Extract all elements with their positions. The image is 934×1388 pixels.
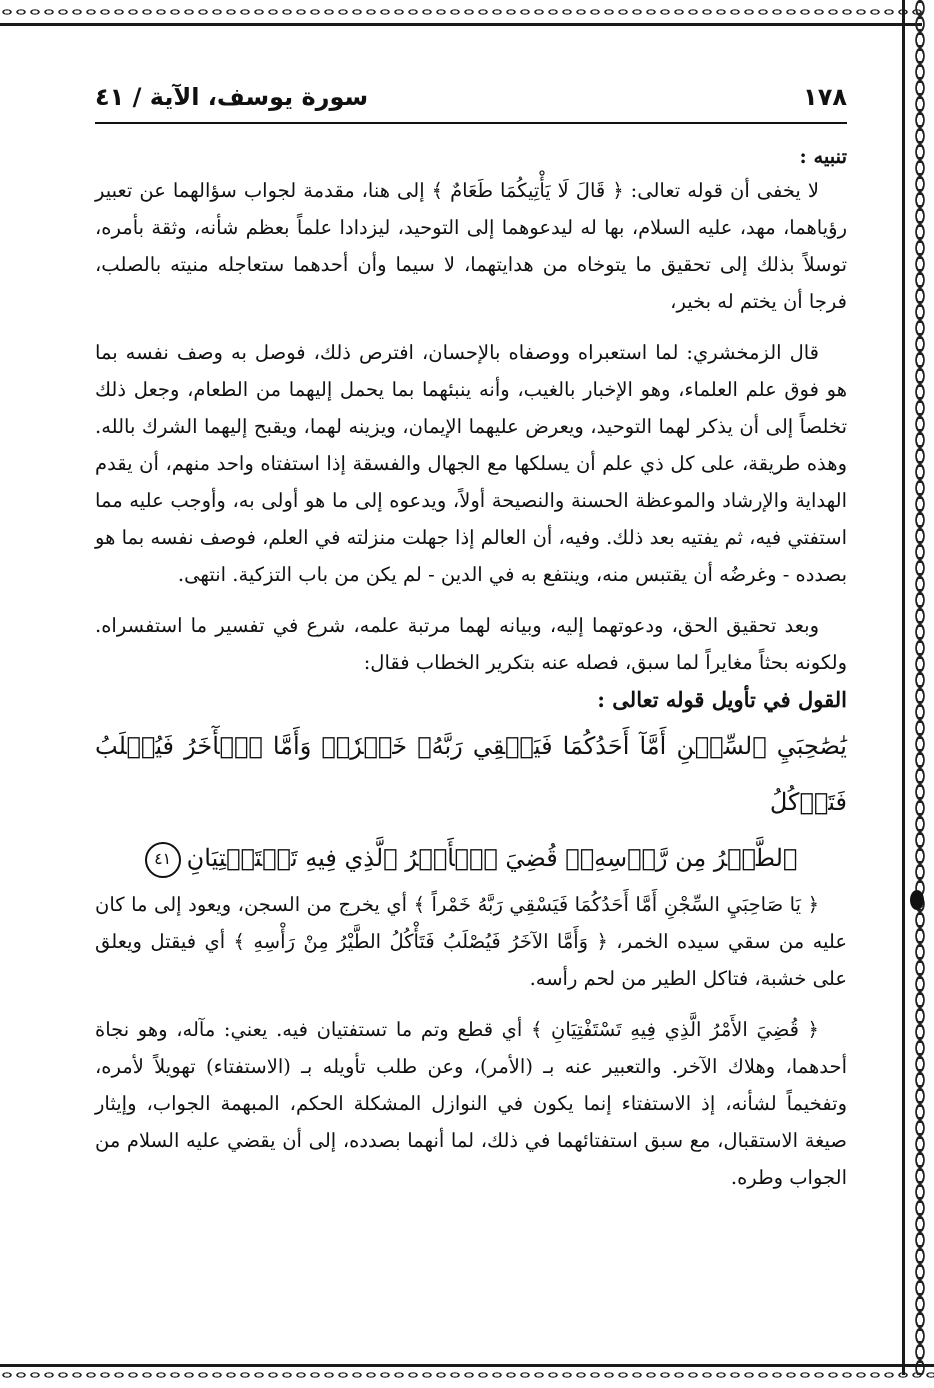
tafsir-paragraph-1: ﴿ يَا صَاحِبَيِ السِّجْنِ أَمَّا أَحَدُكُمَا فَيَسْقِي رَبَّهُ خَمْراً ﴾ أي يخرج من السجن، ويعود إلى ما كان عليه من سقي سيده الخمر، ﴿ وَأَمَّا الآخَرُ فَيُصْلَبُ فَتَأْكُلُ الطَّيْرُ مِنْ رَأْسِهِ ﴾ أي فيقتل ويعلق على خشبة، فتاكل الطير من لحم رأسه. — [95, 893, 847, 990]
note-paragraph-1: لا يخفى أن قوله تعالى: ﴿ قَالَ لَا يَأْتِيكُمَا طَعَامٌ ﴾ إلى هنا، مقدمة لجواب سؤالهما عن تعبير رؤياهما، مهد، عليه السلام، بها له ليدعوهما إلى التوحيد، ليزدادا علماً بعظم شأنه، وثقة بأمره، توسلاً بذلك إلى تحقيق ما يتوخاه من هدايتهما، لا سيما وأن أحدهما ستعاجله منيته بالصلب، فرجا أن يختم له بخير، — [95, 179, 847, 313]
quran-verse — [95, 718, 847, 886]
decorative-border-right — [902, 0, 934, 1375]
border-ornament-icon — [910, 890, 924, 910]
note-paragraph-2: قال الزمخشري: لما استعبراه ووصفاه بالإحسان، افترص ذلك، فوصل به وصف نفسه بما هو فوق علم العلماء، وهو الإخبار بالغيب، وأنه ينبئهما بما يحمل إليهما من الطعام، وجعل ذلك تخلصاً إلى أن يذكر لهما التوحيد، ويعرض عليهما الإيمان، ويزينه لهما، ويقبح إليهما الشرك بالله. وهذه طريقة، على كل ذي علم أن يسلكها مع الجهال والفسقة إذا استفتاه واحد منهم، أن يقدم الهداية والإرشاد والموعظة الحسنة والنصيحة أولاً، ويدعوه إلى ما هو أولى به، وأوجب عليه مما استفتي فيه، ثم يفتيه بعد ذلك. وفيه، أن العالم إذا جهلت منزلته في العلم، فوصف نفسه بما هو بصدده - وغرضُه أن يقتبس منه، وينتفع به في الدين - لم يكن من باب التزكية. انتهى. — [95, 341, 847, 586]
page-number: ١٧٨ — [803, 83, 847, 111]
verse-line-2-wrapper — [95, 830, 847, 886]
note-paragraph-3: وبعد تحقيق الحق، ودعوتهما إليه، وبيانه لهما مرتبة علمه، شرع في تفسير ما استفسراه. ولكونه بحثاً مغايراً لما سبق، فصله عنه بتكرير الخطاب فقال: — [95, 614, 847, 674]
decorative-border-top — [0, 0, 922, 26]
section-title: القول في تأويل قوله تعالى : — [597, 687, 847, 712]
page-body — [95, 138, 847, 1196]
verse-line-2: ٱلطَّيۡرُ مِن رَّأۡسِهِۦۚ قُضِيَ ٱلۡأَمۡرُ ٱلَّذِي فِيهِ تَسۡتَفۡتِيَانِ — [186, 844, 798, 872]
note-title: تنبيه : — [799, 145, 847, 168]
page-header — [95, 72, 847, 124]
ayah-number-marker: ٤١ — [145, 842, 181, 878]
surah-title: سورة يوسف، الآية / ٤١ — [95, 83, 369, 111]
verse-line-1: يَٰصَٰحِبَيِ ٱلسِّجۡنِ أَمَّآ أَحَدُكُمَا فَيَسۡقِي رَبَّهُۥ خَمۡرٗاۖ وَأَمَّا ٱلۡأٓخَرُ فَيُصۡلَبُ فَتَأۡكُلُ — [95, 732, 847, 816]
decorative-border-bottom — [0, 1364, 934, 1384]
tafsir-paragraph-2: ﴿ قُضِيَ الأَمْرُ الَّذِي فِيهِ تَسْتَفْتِيَانِ ﴾ أي قطع وتم ما تستفتيان فيه. يعني: مآله، وهو نجاة أحدهما، وهلاك الآخر. والتعبير عنه بـ (الأمر)، وعن طلب تأويله بـ (الاستفتاء) تهويلاً لأمره، وتفخيماً لشأنه، إذ الاستفتاء إنما يكون في النوازل المشكلة الحكم، المبهمة الجواب، وإيثار صيغة الاستقبال، مع سبق استفتائهما في ذلك، لما أنهما بصدده، إلى أن يقضي عليه السلام من الجواب وطره. — [95, 1018, 847, 1189]
